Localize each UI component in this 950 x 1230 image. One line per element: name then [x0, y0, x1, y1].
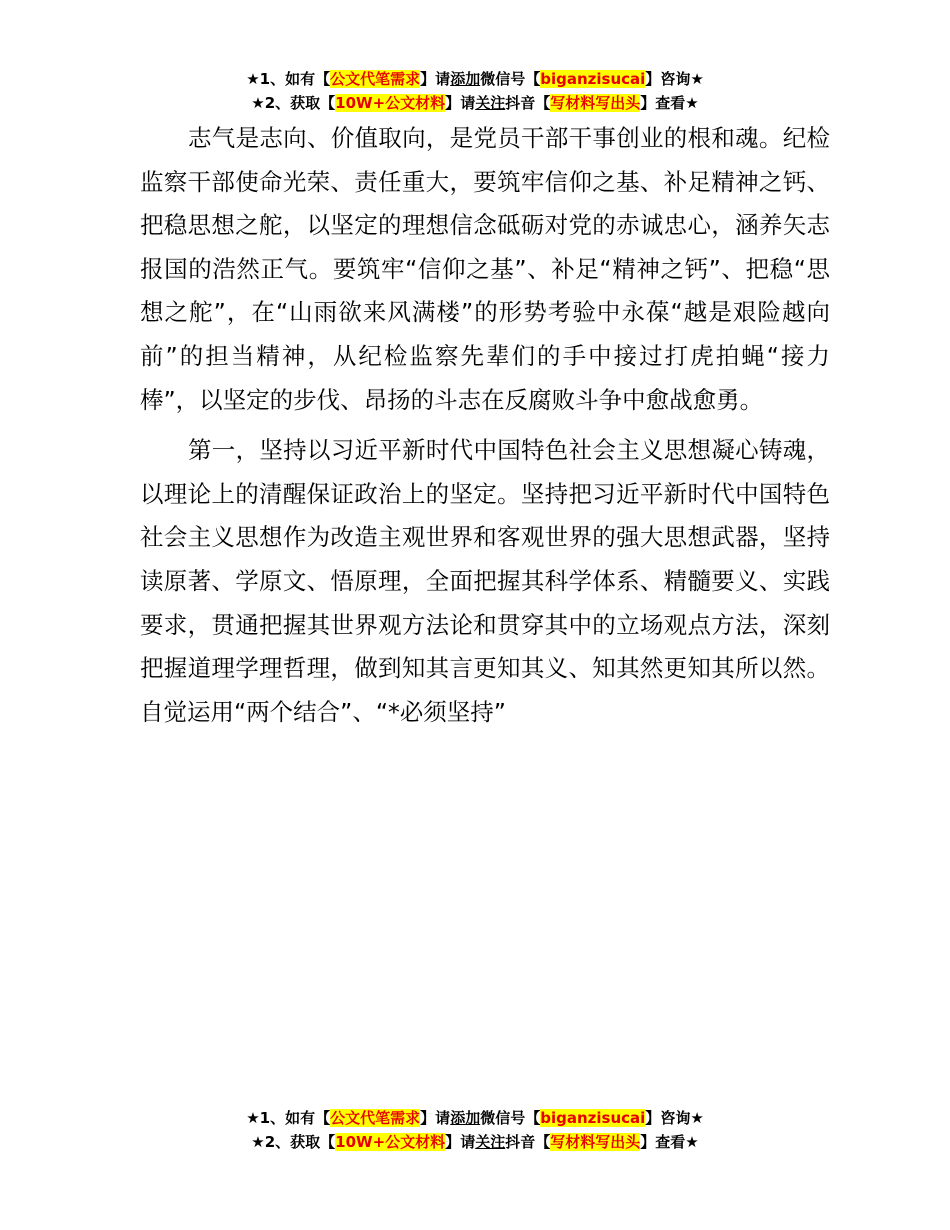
footer-line-1	[0, 1106, 950, 1130]
header-text: 抖音	[505, 94, 536, 112]
header-highlight-ghostwriting: 公文代笔需求	[330, 70, 421, 88]
header-highlight-materials: 10W+公文材料	[335, 94, 446, 112]
header-line-2-prefix: ★2、获取	[251, 94, 321, 112]
header-text: 微信号	[480, 70, 526, 88]
footer-highlight-ghostwriting: 公文代笔需求	[330, 1109, 421, 1127]
footer-text: 请	[435, 1109, 451, 1127]
header-highlight-wechat-id: biganzisucai	[540, 70, 646, 88]
bracket: 【	[315, 1109, 331, 1127]
bracket: 【	[525, 70, 541, 88]
bracket: 【	[320, 1133, 336, 1151]
footer-line-2-suffix: 查看★	[655, 1133, 699, 1151]
bracket: 【	[525, 1109, 541, 1127]
bracket: 】	[640, 94, 656, 112]
bracket: 】	[420, 70, 436, 88]
footer-line-2	[0, 1130, 950, 1154]
header-emphasis-follow: 关注	[475, 94, 506, 112]
header-line-1-prefix: ★1、如有	[246, 70, 316, 88]
paragraph-1: 志气是志向、价值取向，是党员干部干事创业的根和魂。纪检监察干部使命光荣、责任重大，要筑牢信仰之基、补足精神之钙、把稳思想之舵，以坚定的理想信念砥砺对党的赤诚忠心，涵养矢志报国的浩然正气。要筑牢“信仰之基”、补足“精神之钙”、把稳“思想之舵”，在“山雨欲来风满楼”的形势考验中永葆“越是艰险越向前”的担当精神，从纪检监察先辈们的手中接过打虎拍蝇“接力棒”，以坚定的步伐、昂扬的斗志在反腐败斗争中愈战愈勇。	[140, 124, 830, 414]
paragraph-2: 第一，坚持以习近平新时代中国特色社会主义思想凝心铸魂，以理论上的清醒保证政治上的坚定。坚持把习近平新时代中国特色社会主义思想作为改造主观世界和客观世界的强大思想武器，坚持读原著、学原文、悟原理，全面把握其科学体系、精髓要义、实践要求，贯通把握其世界观方法论和贯穿其中的立场观点方法，深刻把握道理学理哲理，做到知其言更知其义、知其然更知其所以然。自觉运用“两个结合”、“*必须坚持”	[140, 436, 830, 726]
bracket: 【	[535, 94, 551, 112]
bracket: 】	[445, 94, 461, 112]
header-banner	[0, 67, 950, 115]
footer-text: 抖音	[505, 1133, 536, 1151]
bracket: 【	[315, 70, 331, 88]
bracket: 【	[535, 1133, 551, 1151]
header-line-1	[0, 67, 950, 91]
header-text: 请	[460, 94, 476, 112]
footer-highlight-douyin-account: 写材料写出头	[550, 1133, 641, 1151]
header-highlight-douyin-account: 写材料写出头	[550, 94, 641, 112]
header-line-1-suffix: 咨询★	[660, 70, 704, 88]
bracket: 】	[640, 1133, 656, 1151]
footer-emphasis-follow: 关注	[475, 1133, 506, 1151]
footer-text: 微信号	[480, 1109, 526, 1127]
bracket: 】	[645, 70, 661, 88]
footer-line-1-suffix: 咨询★	[660, 1109, 704, 1127]
footer-emphasis-add: 添加	[450, 1109, 481, 1127]
bracket: 】	[445, 1133, 461, 1151]
footer-highlight-wechat-id: biganzisucai	[540, 1109, 646, 1127]
header-line-2-suffix: 查看★	[655, 94, 699, 112]
bracket: 【	[320, 94, 336, 112]
header-text: 请	[435, 70, 451, 88]
bracket: 】	[420, 1109, 436, 1127]
header-emphasis-add: 添加	[450, 70, 481, 88]
document-body	[140, 117, 830, 734]
header-line-2	[0, 91, 950, 115]
footer-banner	[0, 1106, 950, 1154]
footer-text: 请	[460, 1133, 476, 1151]
bracket: 】	[645, 1109, 661, 1127]
footer-line-1-prefix: ★1、如有	[246, 1109, 316, 1127]
footer-line-2-prefix: ★2、获取	[251, 1133, 321, 1151]
footer-highlight-materials: 10W+公文材料	[335, 1133, 446, 1151]
